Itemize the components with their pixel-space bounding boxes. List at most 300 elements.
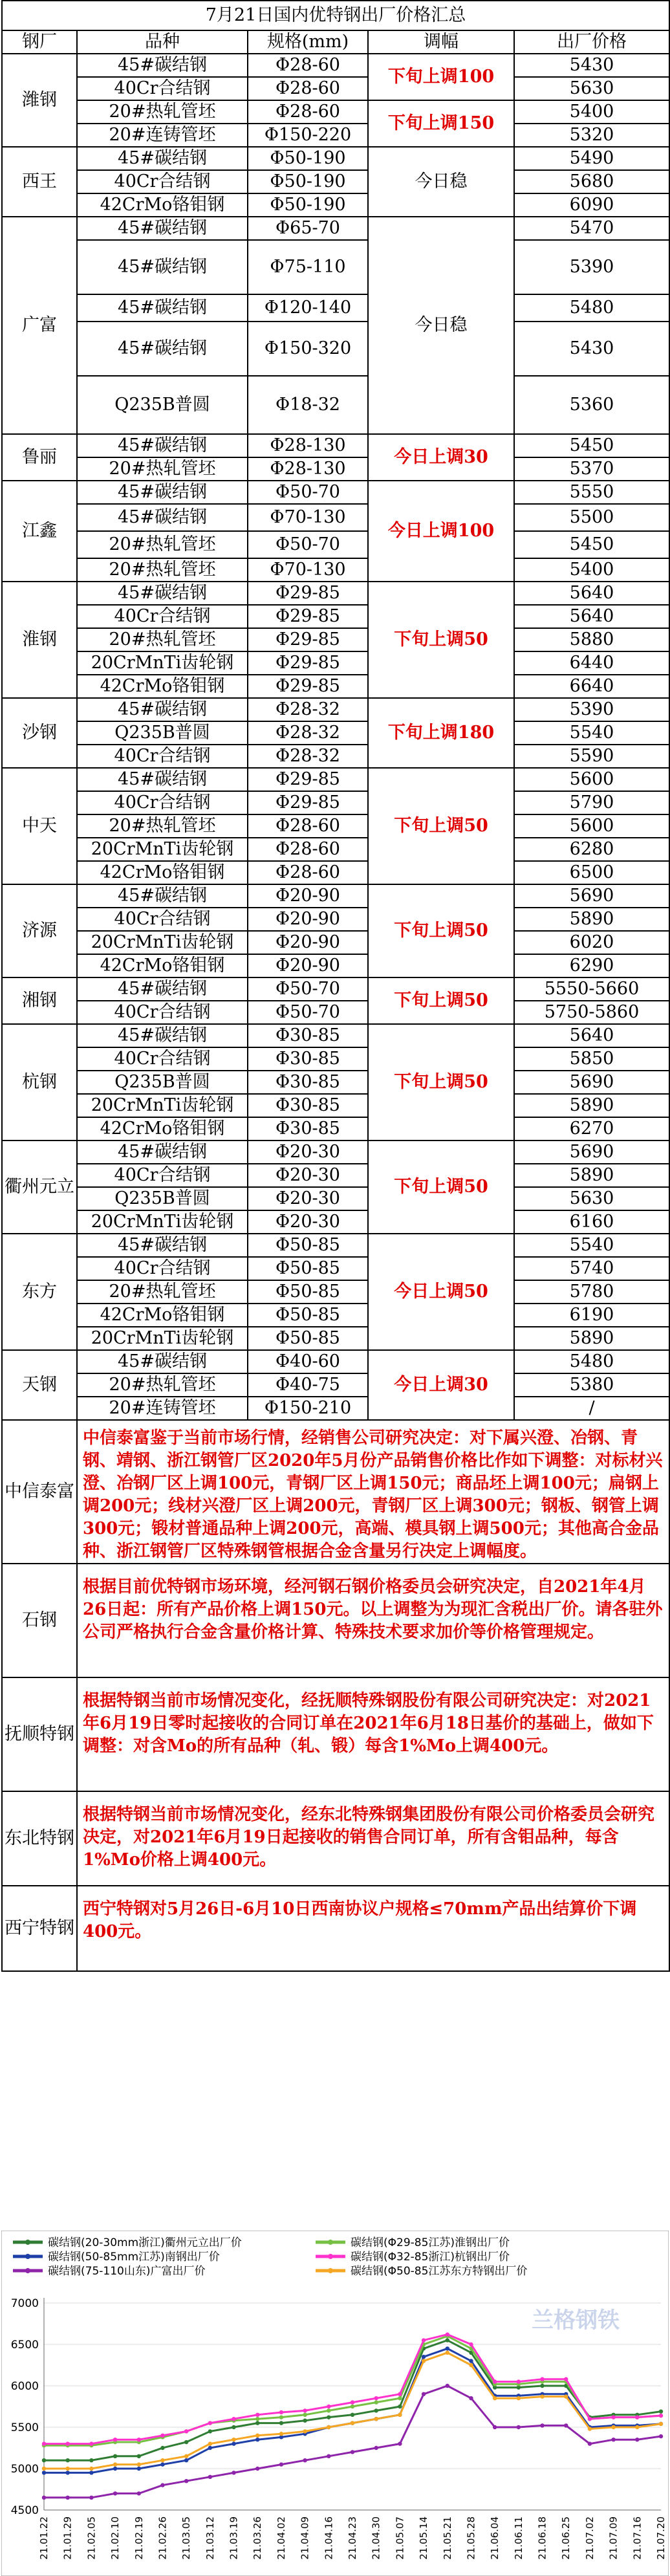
- data-point: [160, 2462, 164, 2466]
- table-row: [2, 170, 669, 193]
- table-row: [2, 1141, 669, 1164]
- data-point: [65, 2471, 69, 2474]
- product-cell: 20CrMnTi齿轮钢: [77, 1094, 248, 1117]
- table-row: [2, 1001, 669, 1024]
- spec-cell: Φ29-85: [248, 628, 368, 651]
- price-cell: 5450: [514, 531, 669, 558]
- spec-cell: Φ40-60: [248, 1350, 368, 1373]
- price-cell: 5600: [514, 814, 669, 838]
- data-point: [422, 2359, 426, 2363]
- spec-cell: Φ50-85: [248, 1280, 368, 1304]
- x-tick-label: 21.03.26: [252, 2516, 264, 2560]
- data-point: [398, 2413, 402, 2417]
- product-cell: 40Cr合结钢: [77, 77, 248, 100]
- price-cell: 5540: [514, 1234, 669, 1257]
- x-tick-label: 21.03.05: [180, 2516, 193, 2560]
- price-cell: 6440: [514, 651, 669, 675]
- table-row: [2, 1373, 669, 1397]
- product-cell: 20#热轧管坯: [77, 558, 248, 582]
- spec-cell: Φ75-110: [248, 240, 368, 294]
- mill-name: 济源: [2, 884, 77, 977]
- data-point: [303, 2458, 307, 2462]
- table-row: [2, 1164, 669, 1187]
- price-cell: 5550: [514, 481, 669, 504]
- x-tick-label: 21.04.16: [323, 2516, 335, 2560]
- legend-label: 碳结钢(Φ32-85浙江)杭钢出厂价: [351, 2251, 510, 2264]
- x-tick-label: 21.06.11: [512, 2516, 524, 2560]
- spec-cell: Φ50-85: [248, 1327, 368, 1350]
- price-cell: 5430: [514, 54, 669, 77]
- data-point: [374, 2446, 378, 2450]
- spec-cell: Φ20-30: [248, 1141, 368, 1164]
- price-cell: 6640: [514, 675, 669, 698]
- data-point: [422, 2355, 426, 2359]
- data-point: [255, 2421, 259, 2425]
- note-row: [2, 1564, 669, 1677]
- spec-cell: Φ30-85: [248, 1071, 368, 1094]
- product-cell: 20#热轧管坯: [77, 100, 248, 124]
- note-text: 中信泰富鉴于当前市场行情，经销售公司研究决定：对下属兴澄、冶钢、青钢、靖钢、浙江钢管厂区2020年5月份产品销售价格比作如下调整：对标材兴澄、冶钢厂区上调100元，青钢厂区上调150元；商品坯上调100元；扁钢上调200元；线材兴澄厂区上调200元，青钢厂区上调300元；钢板、钢管上调300元；锻材普通品种上调200元，高端、模具钢上调500元；其他高合金品种、浙江钢管厂区特殊钢管根据合金含量另行决定上调幅度。: [77, 1420, 669, 1564]
- x-tick-label: 21.05.21: [441, 2516, 453, 2560]
- spec-cell: Φ65-70: [248, 217, 368, 240]
- table-row: [2, 861, 669, 884]
- data-point: [137, 2491, 141, 2495]
- spec-cell: Φ20-90: [248, 931, 368, 954]
- legend-marker: [328, 2254, 333, 2259]
- table-row: [2, 908, 669, 931]
- price-cell: 5480: [514, 294, 669, 322]
- product-cell: 45#碳结钢: [77, 977, 248, 1001]
- legend-label: 碳结钢(75-110山东)广富出厂价: [48, 2265, 206, 2278]
- product-cell: 42CrMo铬钼钢: [77, 1304, 248, 1327]
- spec-cell: Φ28-32: [248, 745, 368, 768]
- data-point: [469, 2342, 473, 2346]
- table-row: [2, 605, 669, 628]
- data-point: [303, 2429, 307, 2433]
- product-cell: 42CrMo铬钼钢: [77, 675, 248, 698]
- data-point: [540, 2377, 544, 2381]
- data-point: [564, 2423, 568, 2427]
- product-cell: 45#碳结钢: [77, 434, 248, 457]
- product-cell: Q235B普圆: [77, 376, 248, 434]
- data-point: [137, 2454, 141, 2458]
- note-row: [2, 1791, 669, 1886]
- spec-cell: Φ29-85: [248, 582, 368, 605]
- spec-cell: Φ29-85: [248, 675, 368, 698]
- spec-cell: Φ28-130: [248, 457, 368, 481]
- product-cell: 40Cr合结钢: [77, 1047, 248, 1071]
- data-point: [89, 2496, 93, 2500]
- spec-cell: Φ70-130: [248, 504, 368, 531]
- table-row: [2, 977, 669, 1001]
- price-cell: 6270: [514, 1117, 669, 1141]
- x-tick-label: 21.05.07: [394, 2516, 406, 2560]
- data-point: [540, 2384, 544, 2388]
- product-cell: 45#碳结钢: [77, 1141, 248, 1164]
- product-cell: 40Cr合结钢: [77, 791, 248, 814]
- x-tick-label: 21.07.16: [631, 2516, 643, 2560]
- spec-cell: Φ28-60: [248, 838, 368, 861]
- legend-label: 碳结钢(20-30mm浙江)衢州元立出厂价: [48, 2236, 242, 2249]
- price-cell: 5780: [514, 1280, 669, 1304]
- data-point: [279, 2462, 283, 2466]
- spec-cell: Φ30-85: [248, 1094, 368, 1117]
- data-point: [65, 2458, 69, 2462]
- mill-name: 鲁丽: [2, 434, 77, 481]
- price-cell: 5590: [514, 745, 669, 768]
- y-tick-label: 4500: [10, 2504, 39, 2517]
- data-point: [351, 2450, 354, 2454]
- price-table: [1, 0, 670, 1972]
- spec-cell: Φ18-32: [248, 376, 368, 434]
- data-point: [279, 2432, 283, 2436]
- data-point: [65, 2441, 69, 2445]
- x-tick-label: 21.07.02: [583, 2516, 596, 2560]
- header-row: [2, 30, 669, 54]
- table-row: [2, 481, 669, 504]
- price-cell: 6160: [514, 1210, 669, 1234]
- table-row: [2, 1327, 669, 1350]
- price-change-cell: 下旬上调100: [368, 54, 514, 100]
- price-cell: 5890: [514, 1164, 669, 1187]
- product-cell: 20#连铸管坯: [77, 1397, 248, 1420]
- product-cell: Q235B普圆: [77, 1071, 248, 1094]
- table-row: [2, 54, 669, 77]
- title-row: [2, 1, 669, 30]
- x-tick-label: 21.07.09: [607, 2516, 620, 2560]
- price-change-cell: 下旬上调150: [368, 100, 514, 147]
- price-change-cell: 下旬上调50: [368, 977, 514, 1024]
- mill-name: 西王: [2, 147, 77, 217]
- spec-cell: Φ20-90: [248, 954, 368, 977]
- data-point: [422, 2338, 426, 2342]
- data-point: [160, 2446, 164, 2450]
- product-cell: 42CrMo铬钼钢: [77, 1117, 248, 1141]
- x-tick-label: 21.06.25: [560, 2516, 572, 2560]
- data-point: [374, 2396, 378, 2400]
- table-row: [2, 814, 669, 838]
- spec-cell: Φ29-85: [248, 768, 368, 791]
- note-row: [2, 1886, 669, 1971]
- data-point: [89, 2467, 93, 2471]
- spec-cell: Φ50-190: [248, 147, 368, 170]
- data-point: [65, 2496, 69, 2500]
- spec-cell: Φ29-85: [248, 651, 368, 675]
- table-row: [2, 791, 669, 814]
- product-cell: 20#热轧管坯: [77, 628, 248, 651]
- x-tick-label: 21.06.18: [536, 2516, 548, 2560]
- product-cell: 40Cr合结钢: [77, 745, 248, 768]
- spec-cell: Φ30-85: [248, 1024, 368, 1047]
- table-row: [2, 294, 669, 322]
- spec-cell: Φ28-32: [248, 721, 368, 745]
- spec-cell: Φ50-85: [248, 1234, 368, 1257]
- price-cell: 5430: [514, 322, 669, 376]
- data-point: [611, 2438, 615, 2441]
- price-cell: 5640: [514, 582, 669, 605]
- data-point: [232, 2441, 235, 2445]
- data-point: [635, 2438, 639, 2441]
- data-point: [540, 2394, 544, 2398]
- data-point: [184, 2429, 188, 2433]
- price-change-cell: 下旬上调50: [368, 768, 514, 884]
- table-row: [2, 1094, 669, 1117]
- price-cell: 6090: [514, 193, 669, 217]
- price-change-cell: 下旬上调50: [368, 884, 514, 977]
- note-text: 西宁特钢对5月26日-6月10日西南协议户规格≤70mm产品出结算价下调400元。: [77, 1886, 669, 1971]
- data-point: [588, 2427, 592, 2430]
- data-point: [232, 2438, 235, 2441]
- data-point: [160, 2458, 164, 2462]
- mill-name: 湘钢: [2, 977, 77, 1024]
- spec-cell: Φ40-75: [248, 1373, 368, 1397]
- data-point: [517, 2379, 521, 2383]
- table-row: [2, 884, 669, 908]
- data-point: [303, 2408, 307, 2412]
- price-cell: /: [514, 1397, 669, 1420]
- price-table-body: [2, 1, 669, 1971]
- data-point: [327, 2408, 330, 2412]
- data-point: [255, 2467, 259, 2471]
- data-point: [184, 2458, 188, 2462]
- data-point: [279, 2410, 283, 2414]
- spec-cell: Φ50-70: [248, 531, 368, 558]
- product-cell: 45#碳结钢: [77, 147, 248, 170]
- table-row: [2, 1117, 669, 1141]
- header-product: 品种: [77, 30, 248, 54]
- data-point: [564, 2394, 568, 2398]
- price-cell: 5690: [514, 884, 669, 908]
- price-cell: 5540: [514, 721, 669, 745]
- price-cell: 6280: [514, 838, 669, 861]
- product-cell: 45#碳结钢: [77, 294, 248, 322]
- table-row: [2, 1187, 669, 1210]
- data-point: [113, 2491, 117, 2495]
- product-cell: 45#碳结钢: [77, 54, 248, 77]
- x-tick-label: 21.03.19: [228, 2516, 240, 2560]
- data-point: [303, 2419, 307, 2423]
- table-row: [2, 457, 669, 481]
- data-point: [469, 2363, 473, 2367]
- price-change-cell: 今日稳: [368, 147, 514, 217]
- spec-cell: Φ20-90: [248, 884, 368, 908]
- price-change-cell: 今日稳: [368, 217, 514, 434]
- data-point: [208, 2421, 212, 2425]
- x-tick-label: 21.06.04: [489, 2516, 501, 2560]
- price-cell: 6020: [514, 931, 669, 954]
- spec-cell: Φ150-320: [248, 322, 368, 376]
- note-text: 根据特钢当前市场情况变化，经东北特殊钢集团股份有限公司价格委员会研究决定，对2021年6月19日起接收的销售合同订单，所有含钼品种，每含1%Mo价格上调400元。: [77, 1791, 669, 1886]
- data-point: [42, 2467, 46, 2471]
- page-title: 7月21日国内优特钢出厂价格汇总: [2, 1, 669, 30]
- table-row: [2, 838, 669, 861]
- spec-cell: Φ28-60: [248, 861, 368, 884]
- x-tick-label: 21.02.05: [85, 2516, 98, 2560]
- product-cell: 42CrMo铬钼钢: [77, 193, 248, 217]
- price-cell: 5850: [514, 1047, 669, 1071]
- price-change-cell: 下旬上调50: [368, 1024, 514, 1141]
- price-cell: 5890: [514, 1327, 669, 1350]
- note-row: [2, 1677, 669, 1791]
- data-point: [279, 2421, 283, 2425]
- product-cell: 40Cr合结钢: [77, 1164, 248, 1187]
- data-point: [113, 2467, 117, 2471]
- table-row: [2, 1280, 669, 1304]
- legend-marker: [328, 2240, 333, 2245]
- data-point: [588, 2417, 592, 2421]
- price-cell: 5490: [514, 147, 669, 170]
- data-point: [564, 2377, 568, 2381]
- note-text: 根据特钢当前市场情况变化，经抚顺特殊钢股份有限公司研究决定：对2021年6月19日零时起接收的合同订单在2021年6月18日基价的基础上，做如下调整：对含Mo的所有品种（轧、锻）每含1%Mo上调400元。: [77, 1677, 669, 1791]
- spec-cell: Φ120-140: [248, 294, 368, 322]
- spec-cell: Φ50-85: [248, 1304, 368, 1327]
- mill-name: 淮钢: [2, 582, 77, 698]
- price-cell: 5680: [514, 170, 669, 193]
- product-cell: 40Cr合结钢: [77, 170, 248, 193]
- data-point: [659, 2422, 663, 2426]
- spec-cell: Φ20-30: [248, 1164, 368, 1187]
- mill-name: 潍钢: [2, 54, 77, 147]
- mill-name: 沙钢: [2, 698, 77, 768]
- product-cell: 45#碳结钢: [77, 481, 248, 504]
- x-tick-label: 21.04.02: [275, 2516, 287, 2560]
- price-change-cell: 今日上调100: [368, 481, 514, 582]
- data-point: [255, 2413, 259, 2417]
- legend-label: 碳结钢(50-85mm江苏)南钢出厂价: [48, 2251, 220, 2264]
- spec-cell: Φ20-90: [248, 908, 368, 931]
- table-row: [2, 1210, 669, 1234]
- spec-cell: Φ50-70: [248, 481, 368, 504]
- price-change-cell: 下旬上调180: [368, 698, 514, 768]
- data-point: [446, 2351, 449, 2355]
- price-change-cell: 今日上调30: [368, 1350, 514, 1420]
- product-cell: 40Cr合结钢: [77, 1257, 248, 1280]
- price-cell: 5880: [514, 628, 669, 651]
- table-row: [2, 954, 669, 977]
- data-point: [422, 2392, 426, 2396]
- data-point: [446, 2332, 449, 2336]
- data-point: [327, 2415, 330, 2419]
- table-row: [2, 1257, 669, 1280]
- header-spec: 规格(mm): [248, 30, 368, 54]
- data-point: [659, 2414, 663, 2418]
- price-cell: 6190: [514, 1304, 669, 1327]
- y-tick-label: 5500: [10, 2421, 39, 2434]
- data-point: [89, 2458, 93, 2462]
- x-tick-label: 21.02.10: [109, 2516, 122, 2560]
- product-cell: 20#热轧管坯: [77, 814, 248, 838]
- header-change: 调幅: [368, 30, 514, 54]
- price-cell: 5890: [514, 1094, 669, 1117]
- spec-cell: Φ28-60: [248, 77, 368, 100]
- data-point: [374, 2417, 378, 2421]
- product-cell: 45#碳结钢: [77, 240, 248, 294]
- data-point: [446, 2338, 449, 2342]
- price-cell: 5750-5860: [514, 1001, 669, 1024]
- data-point: [517, 2425, 521, 2429]
- spec-cell: Φ150-220: [248, 124, 368, 147]
- data-point: [469, 2359, 473, 2363]
- price-cell: 5630: [514, 1187, 669, 1210]
- x-tick-label: 21.04.09: [299, 2516, 311, 2560]
- note-mill-name: 石钢: [2, 1564, 77, 1677]
- table-row: [2, 1071, 669, 1094]
- price-change-cell: 下旬上调50: [368, 582, 514, 698]
- price-change-cell: 下旬上调50: [368, 1141, 514, 1234]
- spec-cell: Φ20-30: [248, 1187, 368, 1210]
- data-point: [351, 2413, 354, 2417]
- data-point: [113, 2454, 117, 2458]
- product-cell: 45#碳结钢: [77, 322, 248, 376]
- product-cell: 42CrMo铬钼钢: [77, 954, 248, 977]
- x-tick-label: 21.02.19: [133, 2516, 145, 2560]
- x-tick-label: 21.02.26: [157, 2516, 169, 2560]
- x-tick-label: 21.05.28: [465, 2516, 477, 2560]
- data-point: [42, 2441, 46, 2445]
- data-point: [517, 2396, 521, 2400]
- price-trend-chart: [1, 2231, 669, 2576]
- header-mill: 钢厂: [2, 30, 77, 54]
- product-cell: 20#热轧管坯: [77, 457, 248, 481]
- data-point: [540, 2423, 544, 2427]
- mill-name: 江鑫: [2, 481, 77, 582]
- data-point: [493, 2425, 497, 2429]
- legend-label: 碳结钢(Φ29-85江苏)淮钢出厂价: [351, 2236, 510, 2249]
- data-point: [446, 2384, 449, 2388]
- table-row: [2, 1024, 669, 1047]
- data-point: [160, 2434, 164, 2438]
- data-point: [42, 2471, 46, 2474]
- table-row: [2, 376, 669, 434]
- data-point: [89, 2471, 93, 2474]
- spec-cell: Φ50-70: [248, 977, 368, 1001]
- data-point: [611, 2415, 615, 2419]
- note-row: [2, 1420, 669, 1564]
- data-point: [611, 2425, 615, 2429]
- note-mill-name: 抚顺特钢: [2, 1677, 77, 1791]
- data-point: [635, 2415, 639, 2419]
- mill-name: 广富: [2, 217, 77, 434]
- spec-cell: Φ150-210: [248, 1397, 368, 1420]
- spec-cell: Φ29-85: [248, 605, 368, 628]
- product-cell: 20CrMnTi齿轮钢: [77, 1210, 248, 1234]
- note-mill-name: 中信泰富: [2, 1420, 77, 1564]
- price-cell: 5690: [514, 1141, 669, 1164]
- y-tick-label: 6500: [10, 2339, 39, 2352]
- data-point: [659, 2409, 663, 2413]
- mill-name: 东方: [2, 1234, 77, 1350]
- table-row: [2, 721, 669, 745]
- data-point: [42, 2496, 46, 2500]
- data-point: [113, 2462, 117, 2466]
- data-point: [374, 2400, 378, 2404]
- mill-name: 衢州元立: [2, 1141, 77, 1234]
- note-mill-name: 西宁特钢: [2, 1886, 77, 1971]
- data-point: [184, 2479, 188, 2483]
- product-cell: 20CrMnTi齿轮钢: [77, 838, 248, 861]
- product-cell: 45#碳结钢: [77, 1024, 248, 1047]
- table-row: [2, 768, 669, 791]
- data-point: [208, 2475, 212, 2479]
- price-cell: 6290: [514, 954, 669, 977]
- note-mill-name: 东北特钢: [2, 1791, 77, 1886]
- spec-cell: Φ50-190: [248, 170, 368, 193]
- price-cell: 5470: [514, 217, 669, 240]
- product-cell: 20CrMnTi齿轮钢: [77, 1327, 248, 1350]
- y-tick-label: 7000: [10, 2297, 39, 2310]
- data-point: [327, 2425, 330, 2429]
- data-point: [232, 2471, 235, 2474]
